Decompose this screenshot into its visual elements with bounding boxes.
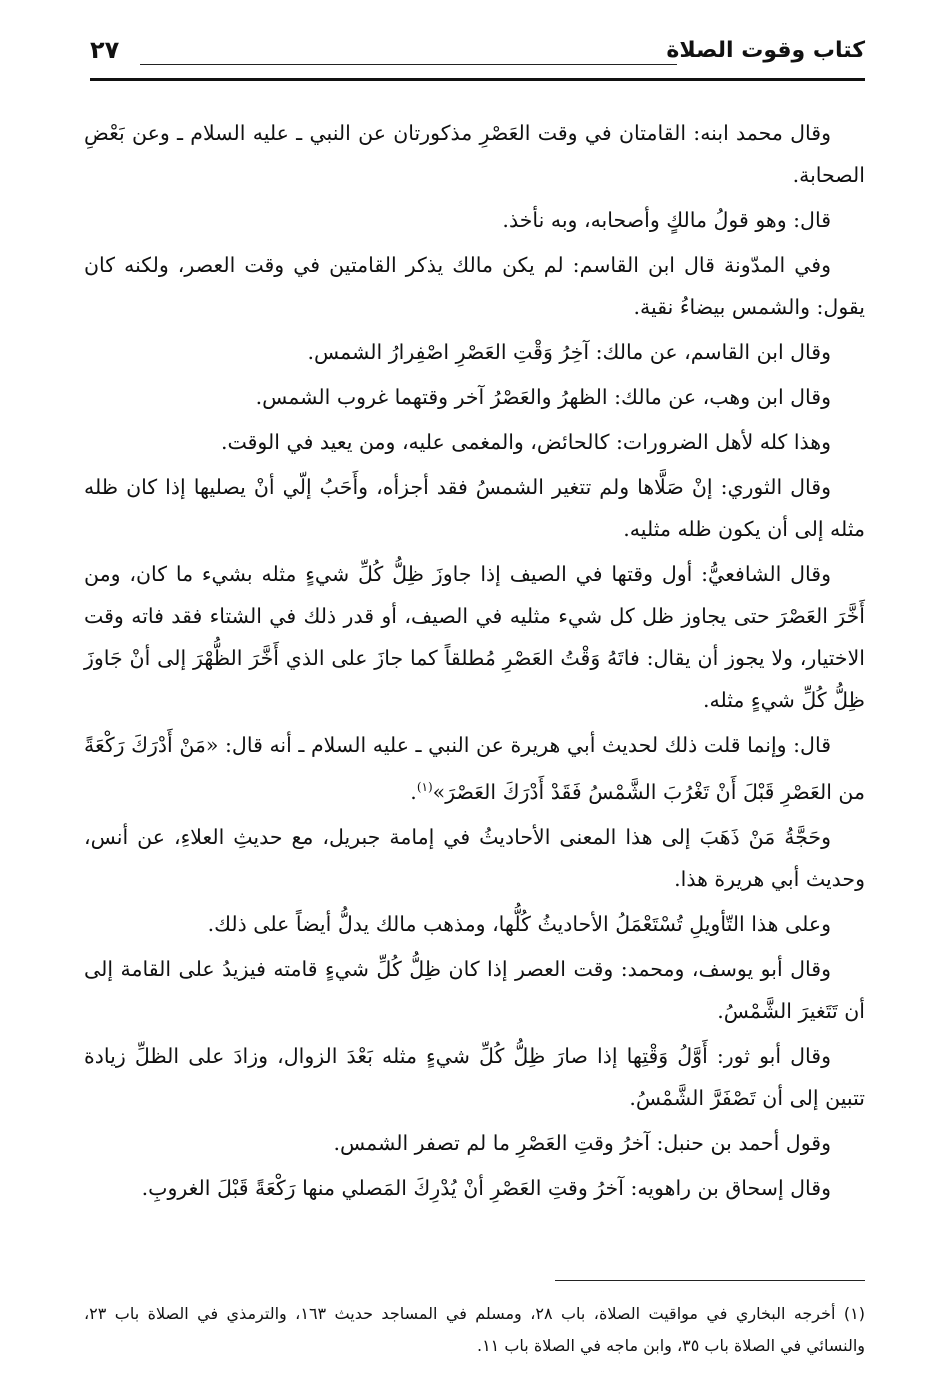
paragraph: وقال ابن وهب، عن مالك: الظهرُ والعَصْرُ آخر وقتهما غروب الشمس. — [255, 385, 831, 409]
paragraph: وهذا كله لأهل الضرورات: كالحائض، والمغمى عليه، ومن يعيد في الوقت. — [220, 430, 831, 454]
paragraph: وعلى هذا التّأويلِ تُسْتَعْمَلُ الأحاديثُ كُلُّها، ومذهب مالك يدلُّ أيضاً على ذلك. — [207, 911, 831, 936]
page-number: ٢٧ — [90, 36, 120, 64]
paragraph-text: قال: وإنما قلت ذلك لحديث أبي هريرة عن النبي ـ عليه السلام ـ أنه قال: «مَنْ أَدْرَكَ رَكْعَةً من العَصْرِ قَبْلَ أَنْ تَغْرُبَ الشَّمْسُ فَقَدْ أَدْرَكَ العَصْرَ» — [84, 733, 865, 804]
footnote-reference[interactable]: (١) — [416, 780, 433, 794]
paragraph: وقال الثوري: إنْ صَلَّاها ولم تتغير الشمسُ فقد أجزأه، وأَحَبُ إلّي أنْ يصليها إذا كان ظله مثله إلى أن يكون ظله مثليه. — [84, 475, 865, 541]
paragraph: قال: وهو قولُ مالكٍ وأصحابه، وبه نأخذ. — [502, 208, 831, 232]
paragraph: وحَجَّةُ مَنْ ذَهَبَ إلى هذا المعنى الأحاديثُ في إمامة جبريل، مع حديثِ العلاءِ، عن أنس، وحديث أبي هريرة هذا. — [84, 824, 865, 891]
footnote-separator — [555, 1280, 865, 1281]
paragraph-with-footnote: قال: وإنما قلت ذلك لحديث أبي هريرة عن النبي ـ عليه السلام ـ أنه قال: «مَنْ أَدْرَكَ رَكْعَةً من العَصْرِ قَبْلَ أَنْ تَغْرُبَ الشَّمْسُ فَقَدْ أَدْرَكَ العَصْرَ»$^{(١)}$. — [84, 733, 865, 804]
paragraph: وقال الشافعيُّ: أول وقتها في الصيف إذا جاوزَ ظِلُّ كُلِّ شيءٍ مثله بشيء ما كان، ومن أَخَّرَ العَصْرَ حتى يجاوز ظل كل شيء مثليه في الصيف، أو قدر ذلك في الشتاء فقد فاته وقت الاختيار، ولا يجوز أن يقال: فاتَهُ وَقْتُ العَصْرِ مُطلقاً كما جازَ على الذي أَخَّرَ الظُّهْرَ إلى أنْ جَاوزَ ظِلُّ كُلِّ شيءٍ مثله. — [84, 562, 865, 712]
paragraph: وقال ابن القاسم، عن مالك: آخِرُ وَقْتِ العَصْرِ اصْفِرارُ الشمس. — [307, 340, 831, 364]
paragraph: وقال إسحاق بن راهويه: آخرُ وقتِ العَصْرِ أنْ يُدْرِكَ المَصلي منها رَكْعَةً قَبْلَ الغروبِ. — [141, 1175, 831, 1200]
header-rule-thin — [140, 64, 677, 65]
paragraph: وقال أبو يوسف، ومحمد: وقت العصر إذا كان ظِلُّ كُلِّ شيءٍ قامته فيزيدُ على القامة إلى أن تَتَغيرَ الشَّمْسُ. — [84, 956, 865, 1023]
main-text — [84, 112, 865, 1212]
footnote: (١) أخرجه البخاري في مواقيت الصلاة، باب ٢٨، ومسلم في المساجد حديث ١٦٣، والترمذي في الصلاة باب ٢٣، والنسائي في الصلاة باب ٣٥، وابن ماجه في الصلاة باب ١١. — [84, 1304, 865, 1355]
running-title: كتاب وقوت الصلاة — [666, 38, 865, 63]
paragraph: وقال محمد ابنه: القامتان في وقت العَصْرِ مذكورتان عن النبي ـ عليه السلام ـ وعن بَعْضِ الصحابة. — [84, 121, 865, 187]
header-rule-thick — [90, 78, 865, 81]
paragraph: وقول أحمد بن حنبل: آخرُ وقتِ العَصْرِ ما لم تصفر الشمس. — [333, 1130, 831, 1155]
paragraph: وقال أبو ثور: أَوَّلُ وَقْتِها إذا صارَ ظِلُّ كُلِّ شيءٍ مثله بَعْدَ الزوال، وزادَ على الظلِّ زيادة تتبين إلى أن تَصْفَرَّ الشَّمْسُ. — [84, 1043, 865, 1110]
paragraph: وفي المدّونة قال ابن القاسم: لم يكن مالك يذكر القامتين في وقت العصر، ولكنه كان يقول: والشمس بيضاءُ نقية. — [84, 253, 865, 319]
page-header — [90, 34, 865, 74]
